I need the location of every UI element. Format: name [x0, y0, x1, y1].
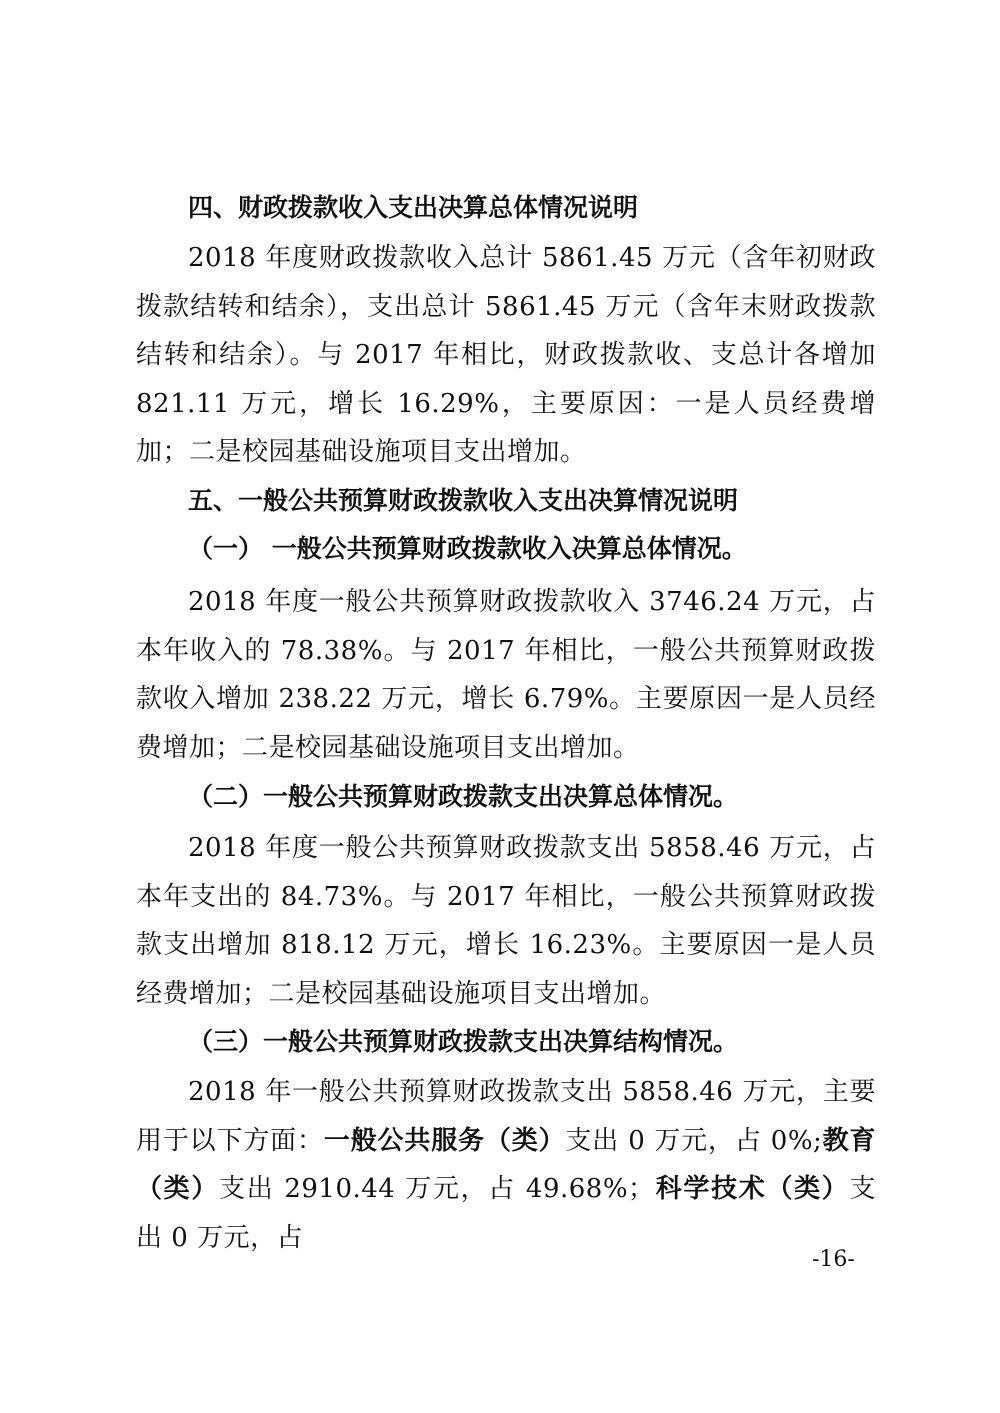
subsection-3-paragraph [136, 1068, 876, 1262]
category-education: 教育（类） [136, 1125, 876, 1205]
subsection-2-heading: （二）一般公共预算财政拨款支出决算总体情况。 [188, 782, 739, 811]
subsection-1-paragraph: 2018 年度一般公共预算财政拨款收入 3746.24 万元，占本年收入的 78.38%。与 2017 年相比，一般公共预算财政拨款收入增加 238.22 万元，增长 6.79%。主要原因一是人员经费增加；二是校园基础设施项目支出增加。 [136, 587, 876, 763]
category-science-technology: 科学技术（类） [654, 1174, 850, 1205]
section-5-heading: 五、一般公共预算财政拨款收入支出决算情况说明 [188, 486, 739, 515]
subsection-3-heading: （三）一般公共预算财政拨款支出决算结构情况。 [188, 1027, 739, 1056]
subsection-3-text-1: 2018 年一般公共预算财政拨款支出 5858.46 万元，主要用于以下方面： [136, 1077, 876, 1156]
subsection-1-heading: （一） 一般公共预算财政拨款收入决算总体情况。 [188, 534, 747, 563]
subsection-3-text-3: 支出 2910.44 万元，占 49.68%； [219, 1174, 655, 1205]
subsection-3-text-4: 支出 0 万元，占 [136, 1174, 876, 1253]
subsection-3-text-2: 支出 0 万元，占 0%; [565, 1125, 823, 1156]
section-4-heading: 四、财政拨款收入支出决算总体情况说明 [188, 193, 639, 222]
subsection-2-paragraph: 2018 年度一般公共预算财政拨款支出 5858.46 万元，占本年支出的 84.73%。与 2017 年相比，一般公共预算财政拨款支出增加 818.12 万元，增长 16.23%。主要原因一是人员经费增加；二是校园基础设施项目支出增加。 [136, 833, 876, 1009]
category-general-public-services: 一般公共服务（类） [323, 1125, 566, 1156]
page-number: -16- [812, 1247, 855, 1272]
section-4-paragraph: 2018 年度财政拨款收入总计 5861.45 万元（含年初财政拨款结转和结余），支出总计 5861.45 万元（含年末财政拨款结转和结余）。与 2017 年相比，财政拨款收、支总计各增加 821.11 万元，增长 16.29%，主要原因：一是人员经费增加；二是校园基础设施项目支出增加。 [136, 243, 876, 468]
